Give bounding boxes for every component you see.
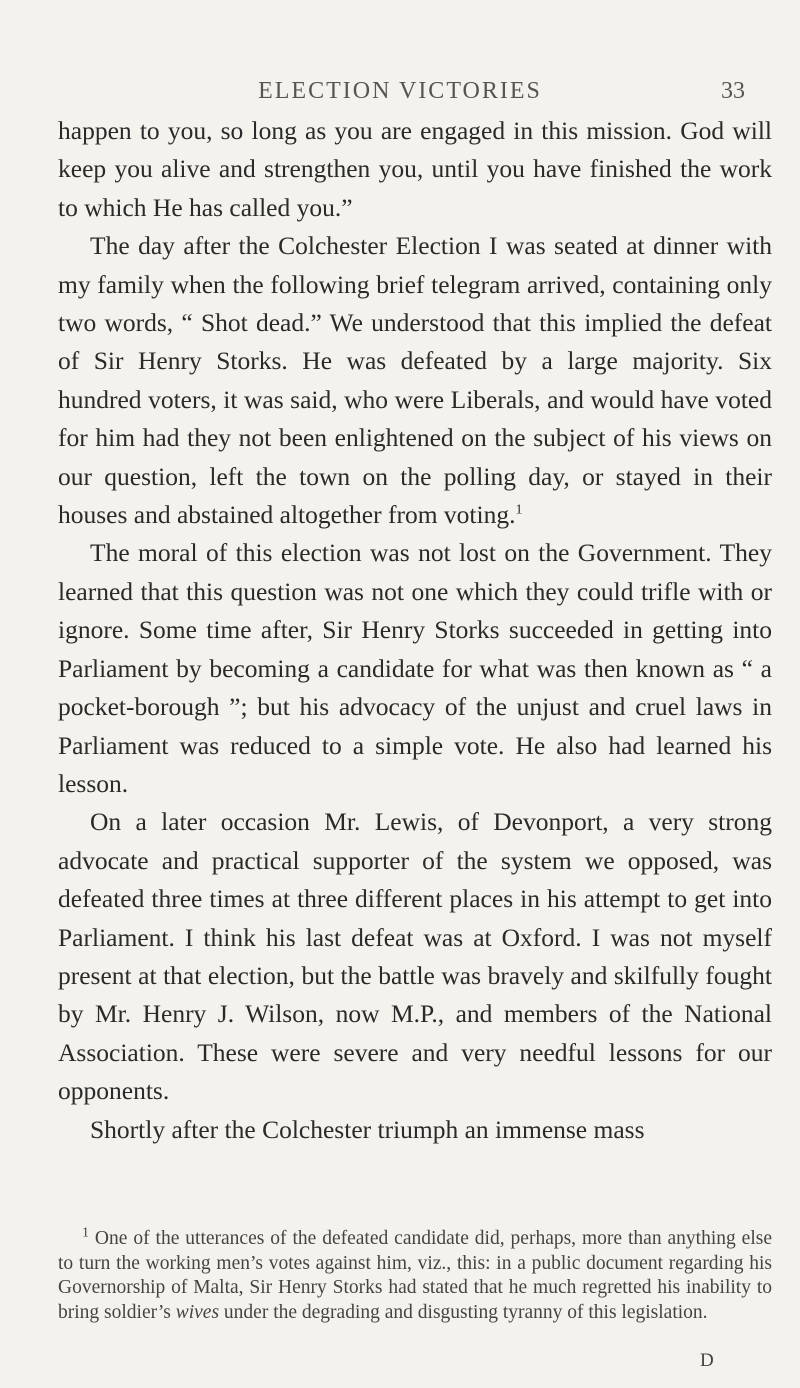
footnote-text-before: One of the utterances of the defeated candidate did, perhaps, more than anything else to turn the working men’s votes against him, viz., this: in a public document regarding his Governorship of Malta, Sir Henry Storks had stated that he much regretted his inability to bring soldier’s: [58, 1228, 772, 1323]
paragraph-3: The moral of this election was not lost on the Government. They learned that this question was not one which they could trifle with or ignore. Some time after, Sir Henry Storks succeeded in getting into Parliament by becoming a candidate for what was then known as “ a pocket-borough ”; but his advocacy of the unjust and cruel laws in Parliament was reduced to a simple vote. He also had learned his lesson.: [58, 538, 772, 798]
footnote-reference: 1: [515, 502, 523, 518]
footnote-italic-word: wives: [175, 1301, 220, 1323]
paragraph-2-text: The day after the Colchester Election I was seated at dinner with my family when the following brief telegram arrived, containing only two words, “ Shot dead.” We understood that this implied the defeat of Sir Henry Storks. He was defeated by a large majority. Six hundred voters, it was said, who were Liberals, and would have voted for him had they not been enlightened on the subject of his views on our question, left the town on the polling day, or stayed in their houses and abstained altogether from voting.: [58, 231, 772, 530]
running-head-title: ELECTION VICTORIES: [258, 78, 542, 104]
footnote-text-after: under the degrading and disgusting tyranny of this legislation.: [219, 1301, 708, 1323]
paragraph-5: Shortly after the Colchester triumph an immense mass: [90, 1114, 645, 1144]
paragraph-2: [58, 227, 772, 534]
footnote-mark: 1: [82, 1225, 89, 1241]
page-number: 33: [721, 78, 745, 104]
footnote-1: [58, 1227, 772, 1325]
paragraph-4: On a later occasion Mr. Lewis, of Devonport, a very strong advocate and practical supporter of the system we opposed, was defeated three times at three different places in his attempt to get into Parliament. I think his last defeat was at Oxford. I was not myself present at that election, but the battle was bravely and skilfully fought by Mr. Henry J. Wilson, now M.P., and members of the National Association. These were severe and very needful lessons for our opponents.: [58, 807, 772, 1106]
body-text: [58, 112, 772, 1149]
signature-mark: D: [700, 1350, 714, 1371]
paragraph-1: happen to you, so long as you are engaged in this mission. God will keep you alive and strengthen you, until you have finished the work to which He has called you.”: [58, 116, 772, 222]
footnotes: [58, 1227, 772, 1325]
